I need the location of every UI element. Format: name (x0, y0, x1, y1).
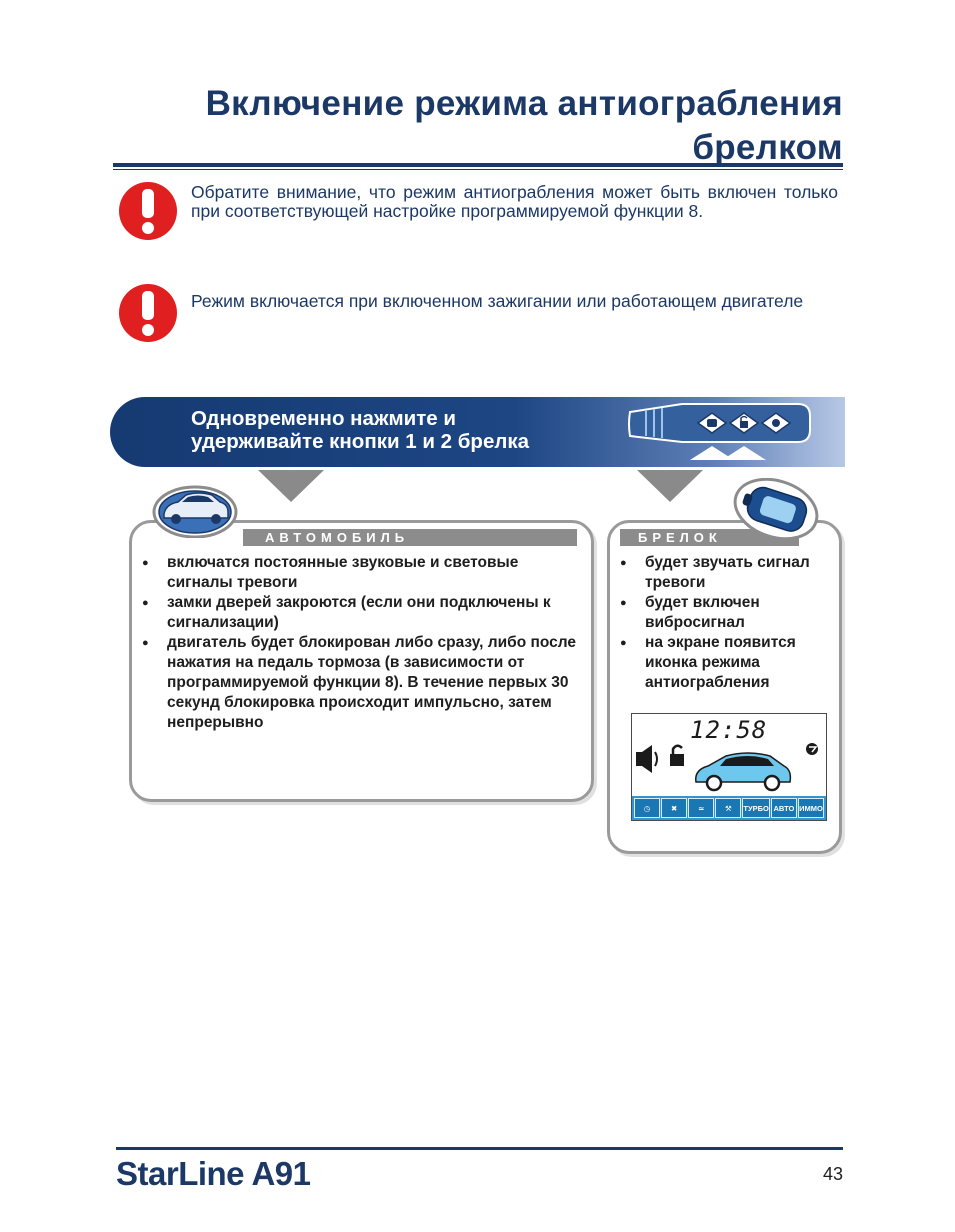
fan-icon: ✖ (661, 798, 687, 818)
lcd-mode-bar (632, 796, 826, 820)
instruction-line1: Одновременно нажмите и (191, 407, 456, 430)
key-fob-buttons-icon (626, 398, 812, 462)
lcd-turbo-label: ТУРБО (742, 798, 769, 818)
list-item: ● будет звучать сигнал тревоги (615, 553, 833, 593)
lcd-time: 12:58 (690, 716, 768, 744)
exclamation-icon (118, 181, 178, 241)
lcd-car-icon (696, 753, 791, 790)
fob-effects-list (615, 553, 833, 693)
list-item: ● будет включен вибросигнал (615, 593, 833, 633)
siren-icon (636, 745, 657, 773)
fob-panel-heading: БРЕЛОК (620, 529, 799, 546)
fob-lcd-screen (631, 713, 827, 821)
list-item: ● двигатель будет блокирован либо сразу, либо после нажатия на педаль тормоза (в зависимости от программируемой функции 8). В течение первых 30 секунд блокировка происходит импульсно, затем непрерывно (137, 633, 583, 733)
page-title (206, 82, 843, 170)
lock-icon (670, 746, 684, 766)
page-number: 43 (822, 1164, 843, 1184)
key-fob-icon (732, 478, 820, 540)
arrow-down-car (258, 470, 324, 502)
lcd-status-icons (634, 740, 824, 796)
exclamation-icon (118, 283, 178, 343)
instruction-line2: удерживайте кнопки 1 и 2 брелка (191, 430, 530, 453)
instruction-text (191, 407, 529, 453)
list-item: ● включатся постоянные звуковые и световые сигналы тревоги (137, 553, 583, 593)
notice-2 (118, 283, 838, 343)
notice-1 (118, 181, 838, 245)
car-icon (152, 480, 238, 538)
footer-divider (116, 1147, 843, 1150)
brand-logo: StarLine A91 (116, 1155, 311, 1192)
antihijack-icon (806, 743, 818, 755)
timer-icon: ◷ (634, 798, 660, 818)
notice-2-text: Режим включается при включенном зажигании или работающем двигателе (191, 291, 804, 311)
heater-icon: ≃ (688, 798, 714, 818)
page-title-line2: брелком (692, 128, 843, 167)
car-panel (129, 520, 594, 802)
car-effects-list (137, 553, 583, 733)
lcd-immo-label: ИММО (798, 798, 824, 818)
car-panel-heading: АВТОМОБИЛЬ (243, 529, 577, 546)
wrench-icon: ⚒ (715, 798, 741, 818)
list-item: ● замки дверей закроются (если они подключены к сигнализации) (137, 593, 583, 633)
notice-1-text: Обратите внимание, что режим антиограбления может быть включен только при соответствующей настройке программируемой функции 8. (191, 182, 838, 221)
arrow-down-fob (637, 470, 703, 502)
lcd-auto-label: АВТО (771, 798, 797, 818)
page-title-line1: Включение режима антиограбления (205, 84, 843, 123)
title-divider (113, 163, 843, 170)
list-item: ● на экране появится иконка режима антиограбления (615, 633, 833, 693)
